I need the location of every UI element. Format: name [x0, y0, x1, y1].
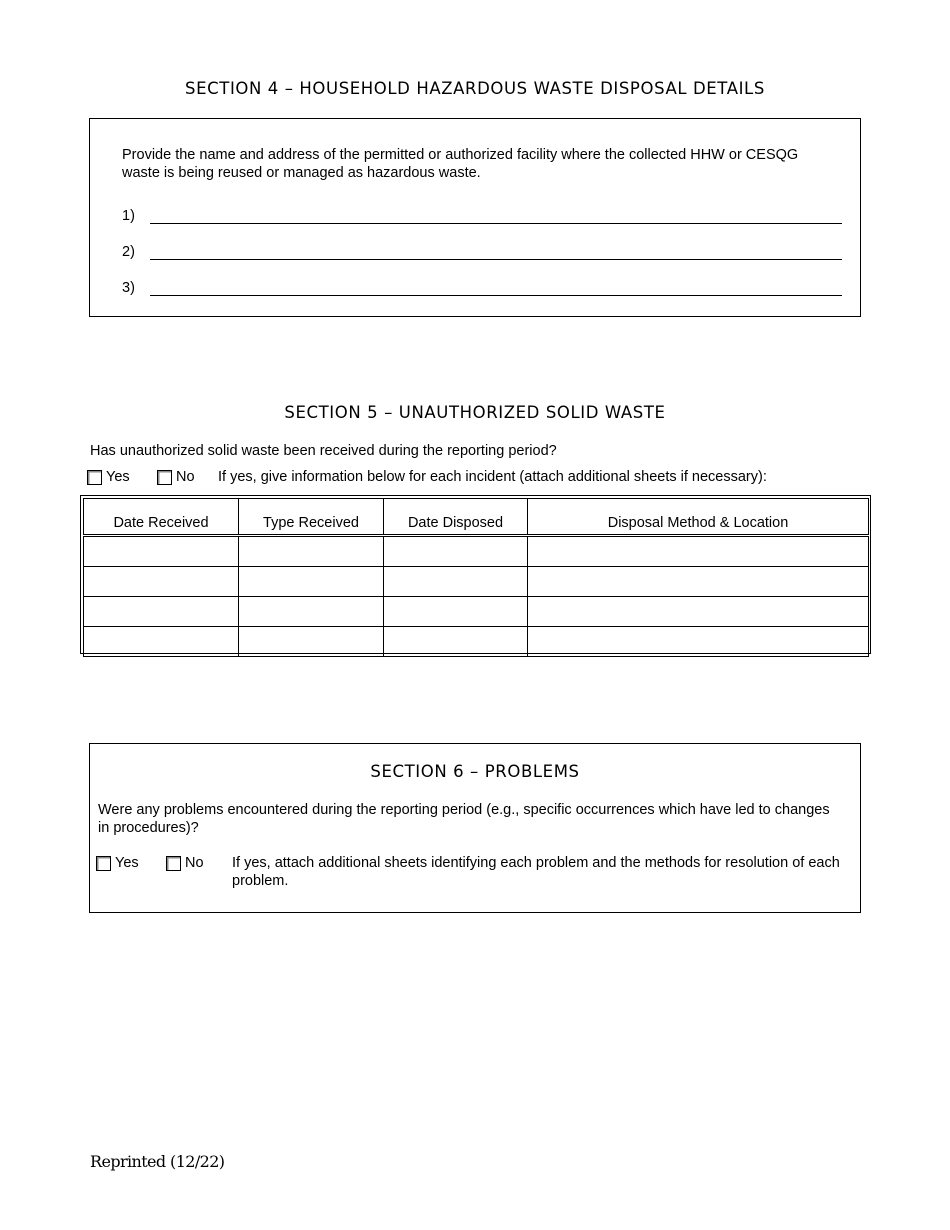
header-date-received: Date Received: [84, 499, 239, 536]
cell-date-received[interactable]: [84, 627, 239, 657]
cell-date-disposed[interactable]: [384, 536, 528, 567]
table-header-row: [84, 499, 869, 536]
section-6-title: SECTION 6 – PROBLEMS: [370, 762, 580, 781]
cell-date-disposed[interactable]: [384, 597, 528, 627]
facility-entry-line[interactable]: [150, 259, 842, 260]
table-row: [84, 627, 869, 657]
cell-disposal-method-location[interactable]: [528, 597, 869, 627]
cell-disposal-method-location[interactable]: [528, 536, 869, 567]
cell-date-received[interactable]: [84, 597, 239, 627]
cell-type-received[interactable]: [239, 567, 384, 597]
cell-disposal-method-location[interactable]: [528, 627, 869, 657]
facility-entry-1[interactable]: [122, 207, 842, 227]
cell-date-received[interactable]: [84, 536, 239, 567]
cell-type-received[interactable]: [239, 597, 384, 627]
section-5-question: Has unauthorized solid waste been received during the reporting period?: [90, 443, 557, 459]
section-6-box: [89, 743, 861, 913]
table-row: [84, 536, 869, 567]
section-6-yes-label: Yes: [115, 855, 139, 871]
unauthorized-waste-grid: [83, 498, 869, 657]
section-5-no-checkbox[interactable]: [157, 470, 172, 485]
section-5-title: SECTION 5 – UNAUTHORIZED SOLID WASTE: [284, 403, 666, 422]
section-5-yes-checkbox[interactable]: [87, 470, 102, 485]
facility-entry-number: 2): [122, 244, 135, 260]
header-disposal-method-location: Disposal Method & Location: [528, 499, 869, 536]
facility-entry-number: 3): [122, 280, 135, 296]
section-4-box: [89, 118, 861, 317]
header-date-disposed: Date Disposed: [384, 499, 528, 536]
unauthorized-waste-table: [80, 495, 871, 654]
section-6-no-checkbox[interactable]: [166, 856, 181, 871]
section-5-note: If yes, give information below for each incident (attach additional sheets if necessary):: [218, 469, 767, 485]
facility-entry-line[interactable]: [150, 295, 842, 296]
section-5-yes-label: Yes: [106, 469, 130, 485]
cell-date-received[interactable]: [84, 567, 239, 597]
cell-type-received[interactable]: [239, 536, 384, 567]
section-4-title: SECTION 4 – HOUSEHOLD HAZARDOUS WASTE DISPOSAL DETAILS: [185, 79, 765, 98]
section-6-note: If yes, attach additional sheets identifying each problem and the methods for resolution of each problem.: [232, 855, 840, 889]
section-5-no-label: No: [176, 469, 195, 485]
facility-entry-line[interactable]: [150, 223, 842, 224]
facility-entry-3[interactable]: [122, 279, 842, 299]
section-6-question: Were any problems encountered during the reporting period (e.g., specific occurrences which have led to changes in procedures)?: [98, 802, 830, 836]
reprint-date: Reprinted (12/22): [90, 1152, 225, 1171]
header-type-received: Type Received: [239, 499, 384, 536]
cell-type-received[interactable]: [239, 627, 384, 657]
cell-date-disposed[interactable]: [384, 627, 528, 657]
facility-entry-2[interactable]: [122, 243, 842, 263]
cell-date-disposed[interactable]: [384, 567, 528, 597]
table-row: [84, 597, 869, 627]
section-6-yes-checkbox[interactable]: [96, 856, 111, 871]
facility-entry-number: 1): [122, 208, 135, 224]
table-row: [84, 567, 869, 597]
section-4-instructions: Provide the name and address of the permitted or authorized facility where the collected HHW or CESQG waste is being reused or managed as hazardous waste.: [122, 147, 799, 181]
cell-disposal-method-location[interactable]: [528, 567, 869, 597]
section-6-no-label: No: [185, 855, 204, 871]
